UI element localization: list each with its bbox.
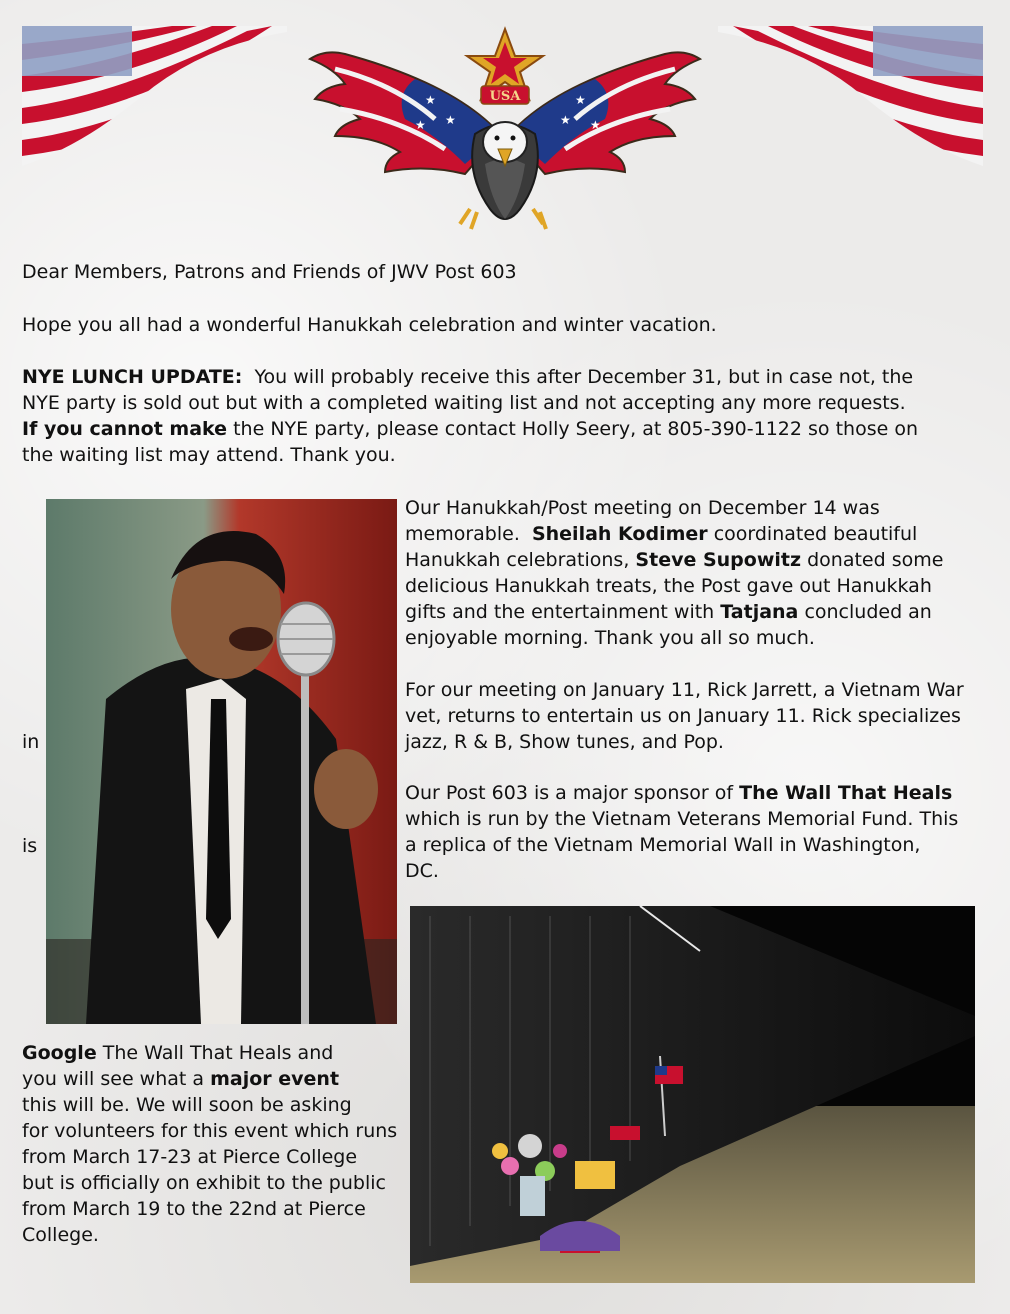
- google-paragraph: [22, 1040, 397, 1248]
- google-line-8: [22, 1222, 397, 1248]
- google-line-3: [22, 1092, 397, 1118]
- hanukkah-line-5: [405, 599, 943, 625]
- cannot-bold: If you cannot make: [22, 418, 228, 440]
- google-text-8: College.: [22, 1224, 99, 1246]
- google-line-7: [22, 1196, 397, 1222]
- google-text-7: from March 19 to the 22nd at Pierce: [22, 1198, 366, 1220]
- greeting: [22, 259, 517, 285]
- wall-text-4: DC.: [405, 860, 439, 882]
- svg-text:★: ★: [445, 113, 456, 127]
- hanukkah-text-2b: coordinated beautiful: [713, 523, 918, 545]
- google-text-2: you will see what a: [22, 1068, 205, 1090]
- wall-line-1: [405, 780, 958, 806]
- hanukkah-text-5a: gifts and the entertainment with: [405, 601, 715, 623]
- cannot-text-2: the waiting list may attend. Thank you.: [22, 444, 396, 466]
- hanukkah-text-1: Our Hanukkah/Post meeting on December 14 was: [405, 497, 880, 519]
- american-flag-icon: [22, 26, 287, 166]
- hanukkah-text-3b: donated some: [807, 549, 944, 571]
- hanukkah-text-4: delicious Hanukkah treats, the Post gave out Hanukkah: [405, 575, 932, 597]
- google-bold: Google: [22, 1042, 97, 1064]
- january-paragraph: [405, 677, 964, 755]
- nye-text-2: NYE party is sold out but with a completed waiting list and not accepting any more requests.: [22, 392, 906, 414]
- name-tatjana: Tatjana: [720, 601, 799, 623]
- singer-photo: [46, 499, 397, 1024]
- intro-text: Hope you all had a wonderful Hanukkah celebration and winter vacation.: [22, 314, 717, 336]
- wall-text-1a: Our Post 603 is a major sponsor of: [405, 782, 734, 804]
- wall-that-heals-bold: The Wall That Heals: [739, 782, 953, 804]
- intro-line: [22, 312, 717, 338]
- hanukkah-line-1: [405, 495, 943, 521]
- january-text-3: jazz, R & B, Show tunes, and Pop.: [405, 731, 724, 753]
- cannot-line-1: [22, 416, 918, 442]
- name-steve: Steve Supowitz: [635, 549, 802, 571]
- svg-text:★: ★: [575, 93, 586, 107]
- google-line-1: [22, 1040, 397, 1066]
- nye-text-1: You will probably receive this after December 31, but in case not, the: [254, 366, 914, 388]
- google-text-6: but is officially on exhibit to the public: [22, 1172, 386, 1194]
- nye-heading: NYE LUNCH UPDATE:: [22, 366, 243, 388]
- google-line-6: [22, 1170, 397, 1196]
- google-text-3: this will be. We will soon be asking: [22, 1094, 352, 1116]
- google-line-5: [22, 1144, 397, 1170]
- major-event-bold: major event: [210, 1068, 340, 1090]
- nye-update-block: [22, 364, 918, 468]
- svg-text:★: ★: [560, 113, 571, 127]
- eagle-badge-text: USA: [489, 89, 521, 104]
- wall-text-2: which is run by the Vietnam Veterans Memorial Fund. This: [405, 808, 959, 830]
- svg-text:★: ★: [415, 118, 426, 132]
- hanukkah-line-2: [405, 521, 943, 547]
- wall-text-3: a replica of the Vietnam Memorial Wall in Washington,: [405, 834, 921, 856]
- wall-line-2: [405, 806, 958, 832]
- january-line-1: [405, 677, 964, 703]
- january-line-3: [405, 729, 964, 755]
- hanukkah-line-3: [405, 547, 943, 573]
- google-line-4: [22, 1118, 397, 1144]
- cannot-text-1: the NYE party, please contact Holly Seery, at 805-390-1122 so those on: [233, 418, 918, 440]
- svg-text:★: ★: [590, 118, 601, 132]
- nye-line-2: [22, 390, 918, 416]
- google-text-5: from March 17-23 at Pierce College: [22, 1146, 358, 1168]
- hanukkah-text-5b: concluded an: [804, 601, 932, 623]
- svg-text:★: ★: [425, 93, 436, 107]
- january-line-2: [405, 703, 964, 729]
- hanukkah-text-2a: memorable.: [405, 523, 520, 545]
- american-flag-icon: [718, 26, 983, 166]
- name-sheilah: Sheilah Kodimer: [531, 523, 708, 545]
- cannot-line-2: [22, 442, 918, 468]
- wall-line-3: [405, 832, 958, 858]
- google-text-1: The Wall That Heals and: [102, 1042, 334, 1064]
- wall-that-heals-photo: [410, 906, 975, 1283]
- patriotic-eagle-icon: [305, 24, 705, 234]
- january-text-2: vet, returns to entertain us on January 11. Rick specializes: [405, 705, 961, 727]
- greeting-text: Dear Members, Patrons and Friends of JWV Post 603: [22, 261, 517, 283]
- hanukkah-text-6: enjoyable morning. Thank you all so much.: [405, 627, 815, 649]
- hanukkah-text-3a: Hanukkah celebrations,: [405, 549, 630, 571]
- google-line-2: [22, 1066, 397, 1092]
- hanukkah-line-4: [405, 573, 943, 599]
- nye-line-1: [22, 364, 918, 390]
- side-word-is: is: [22, 835, 38, 857]
- hanukkah-paragraph: [405, 495, 943, 651]
- wall-line-4: [405, 858, 958, 884]
- google-text-4: for volunteers for this event which runs: [22, 1120, 398, 1142]
- side-word-in: in: [22, 731, 40, 753]
- hanukkah-line-6: [405, 625, 943, 651]
- wall-paragraph: [405, 780, 958, 884]
- january-text-1: For our meeting on January 11, Rick Jarrett, a Vietnam War: [405, 679, 964, 701]
